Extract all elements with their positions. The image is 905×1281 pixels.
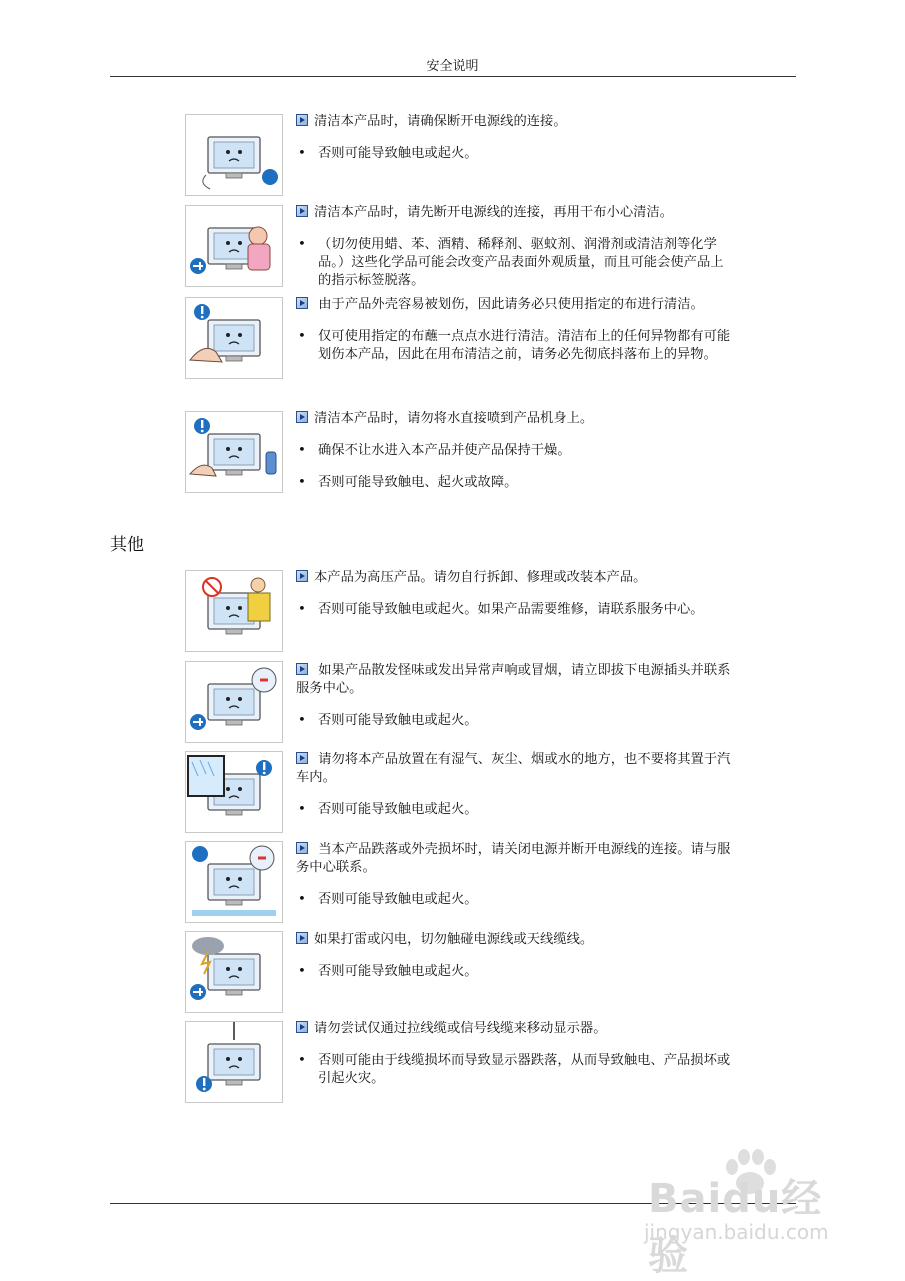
entry-bullet: • 否则可能导致触电或起火。: [296, 891, 732, 909]
section-title-other: 其他: [110, 535, 144, 555]
play-marker-icon: [296, 663, 308, 675]
entry-heading: [296, 410, 732, 428]
entry-text: [296, 113, 732, 163]
entry-heading-text: 如果打雷或闪电，切勿触碰电源线或天线缆线。: [314, 932, 594, 947]
page-header-title: 安全说明: [426, 59, 479, 74]
entry-heading: [296, 931, 732, 949]
entry-bullet: • 否则可能导致触电、起火或故障。: [296, 474, 732, 492]
entry-text: [296, 931, 732, 981]
play-marker-icon: [296, 1021, 308, 1033]
entry-text: [296, 841, 732, 909]
entry-heading-text: 清洁本产品时，请确保断开电源线的连接。: [314, 114, 567, 129]
entry-bullet: • 否则可能导致触电或起火。: [296, 145, 732, 163]
entry-heading: [296, 204, 732, 222]
entry-text: [296, 662, 732, 730]
entry-heading-text: 清洁本产品时，请先断开电源线的连接，再用干布小心清洁。: [314, 205, 674, 220]
entry-bullet: • 否则可能导致触电或起火。: [296, 963, 732, 981]
entry-bullet: • 仅可使用指定的布蘸一点点水进行清洁。清洁布上的任何异物都有可能划伤本产品，因此在用布清洁之前，请务必先彻底抖落布上的异物。: [296, 328, 732, 364]
play-marker-icon: [296, 411, 308, 423]
entry-heading-text: 本产品为高压产品。请勿自行拆卸、修理或改装本产品。: [314, 570, 647, 585]
entry-heading-text: 如果产品散发怪味或发出异常声响或冒烟，请立即拔下电源插头并联系服务中心。: [296, 663, 731, 696]
wipe-monitor-icon: [185, 205, 283, 287]
entry-text: [296, 751, 732, 819]
entry-heading-text: 由于产品外壳容易被划伤，因此请务必只使用指定的布进行清洁。: [314, 297, 704, 312]
watermark-logo: Baidu经验: [648, 1176, 823, 1279]
cable-pull-icon: [185, 1021, 283, 1103]
entry-text: [296, 569, 732, 619]
dropped-monitor-icon: [185, 841, 283, 923]
play-marker-icon: [296, 205, 308, 217]
play-marker-icon: [296, 932, 308, 944]
smoke-unplug-icon: [185, 661, 283, 743]
entry-bullet: • 否则可能由于线缆损坏而导致显示器跌落，从而导致触电、产品损坏或引起火灾。: [296, 1052, 732, 1088]
entry-heading-text: 当本产品跌落或外壳损坏时，请关闭电源并断开电源线的连接。请与服务中心联系。: [296, 842, 731, 875]
entry-heading: [296, 113, 732, 131]
entry-heading: [296, 296, 732, 314]
entry-heading: [296, 1020, 732, 1038]
entry-heading-text: 清洁本产品时，请勿将水直接喷到产品机身上。: [314, 411, 594, 426]
cloth-warning-icon: [185, 297, 283, 379]
entry-bullet: • 确保不让水进入本产品并使产品保持干燥。: [296, 442, 732, 460]
window-rain-icon: [185, 751, 283, 833]
plug-cleaning-icon: [185, 114, 283, 196]
entry-text: [296, 296, 732, 364]
entry-heading: [296, 569, 732, 587]
entry-heading: [296, 662, 732, 698]
entry-heading-text: 请勿将本产品放置在有湿气、灰尘、烟或水的地方，也不要将其置于汽车内。: [296, 752, 731, 785]
entry-heading: [296, 751, 732, 787]
header-rule: [110, 76, 796, 77]
lightning-icon: [185, 931, 283, 1013]
no-disassembly-icon: [185, 570, 283, 652]
entry-bullet: • 否则可能导致触电或起火。: [296, 712, 732, 730]
entry-heading-text: 请勿尝试仅通过拉线缆或信号线缆来移动显示器。: [314, 1021, 607, 1036]
entry-bullet: • （切勿使用蜡、苯、酒精、稀释剂、驱蚊剂、润滑剂或清洁剂等化学品。）这些化学品可能会改变产品表面外观质量，而且可能会使产品上的指示标签脱落。: [296, 236, 732, 290]
watermark-url: jingyan.baidu.com: [644, 1220, 829, 1244]
entry-bullet: • 否则可能导致触电或起火。: [296, 801, 732, 819]
play-marker-icon: [296, 752, 308, 764]
play-marker-icon: [296, 297, 308, 309]
entry-text: [296, 204, 732, 290]
play-marker-icon: [296, 570, 308, 582]
spray-warning-icon: [185, 411, 283, 493]
entry-heading: [296, 841, 732, 877]
baidu-watermark: [640, 1145, 860, 1279]
entry-bullet: • 否则可能导致触电或起火。如果产品需要维修，请联系服务中心。: [296, 601, 732, 619]
entry-text: [296, 1020, 732, 1088]
entry-text: [296, 410, 732, 492]
play-marker-icon: [296, 114, 308, 126]
play-marker-icon: [296, 842, 308, 854]
